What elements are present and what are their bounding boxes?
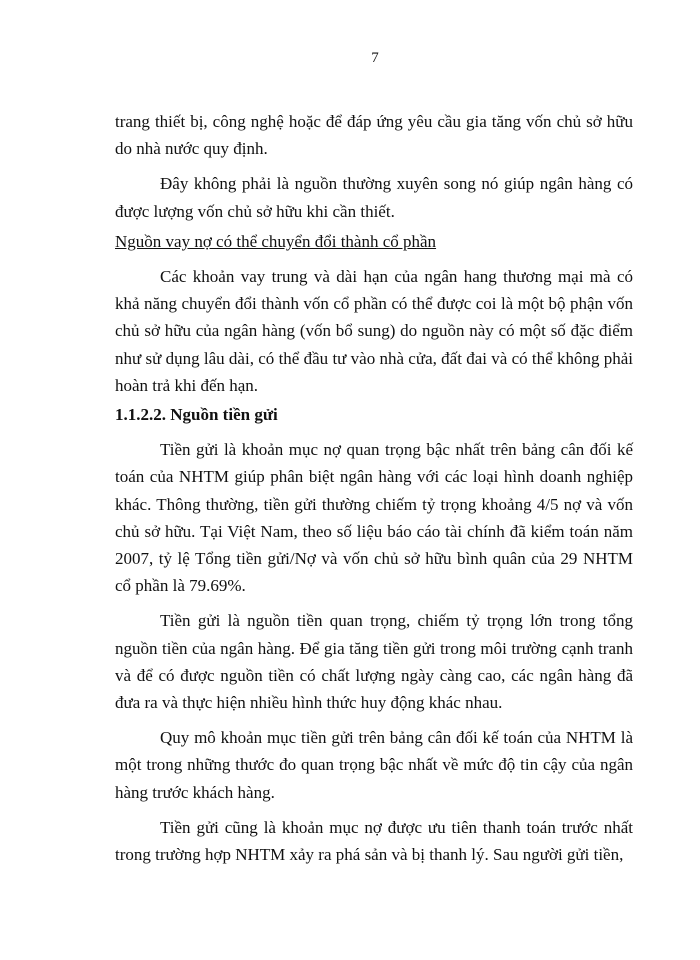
paragraph-convertible-debt: Các khoản vay trung và dài hạn của ngân hang thương mại mà có khả năng chuyển đổi thành vốn cổ phần có thể được coi là một bộ phận vốn chủ sở hữu của ngân hàng (vốn bổ sung) do nguồn này có một số đặc điểm như sử dụng lâu dài, có thể đầu tư vào nhà cửa, đất đai và có thể không phải hoàn trả khi đến hạn. — [115, 267, 633, 395]
page-number: 7 — [371, 50, 379, 66]
paragraph-deposits-priority: Tiền gửi cũng là khoản mục nợ được ưu tiên thanh toán trước nhất trong trường hợp NHTM xảy ra phá sản và bị thanh lý. Sau người gửi tiền, — [115, 817, 633, 865]
subheading-convertible-debt: Nguồn vay nợ có thể chuyển đổi thành cổ phần — [115, 231, 437, 251]
section-heading-deposits: 1.1.2.2. Nguồn tiền gửi — [115, 405, 278, 425]
paragraph-continuation: trang thiết bị, công nghệ hoặc để đáp ứng yêu cầu gia tăng vốn chủ sở hữu do nhà nước quy định. — [115, 112, 633, 159]
document-body — [115, 108, 633, 868]
paragraph-deposits-importance: Tiền gửi là nguồn tiền quan trọng, chiếm tỷ trọng lớn trong tổng nguồn tiền của ngân hàng. Để gia tăng tiền gửi trong môi trường cạnh tranh và để có được nguồn tiền có chất lượng ngày càng cao, các ngân hàng đã đưa ra và thực hiện nhiều hình thức huy động khác nhau. — [115, 611, 633, 713]
paragraph-irregular-source: Đây không phải là nguồn thường xuyên song nó giúp ngân hàng có được lượng vốn chủ sở hữu khi cần thiết. — [115, 174, 633, 221]
paragraph-deposits-definition: Tiền gửi là khoản mục nợ quan trọng bậc nhất trên bảng cân đối kế toán của NHTM giúp phân biệt ngân hàng với các loại hình doanh nghiệp khác. Thông thường, tiền gửi thường chiếm tỷ trọng khoảng 4/5 nợ và vốn chủ sở hữu. Tại Việt Nam, theo số liệu báo cáo tài chính đã kiểm toán năm 2007, tỷ lệ Tổng tiền gửi/Nợ và vốn chủ sở hữu bình quân của 29 NHTM cổ phần là 79.69%. — [115, 440, 633, 596]
paragraph-deposits-scale: Quy mô khoản mục tiền gửi trên bảng cân đối kế toán của NHTM là một trong những thước đo quan trọng bậc nhất về mức độ tin cậy của ngân hàng trước khách hàng. — [115, 728, 633, 802]
